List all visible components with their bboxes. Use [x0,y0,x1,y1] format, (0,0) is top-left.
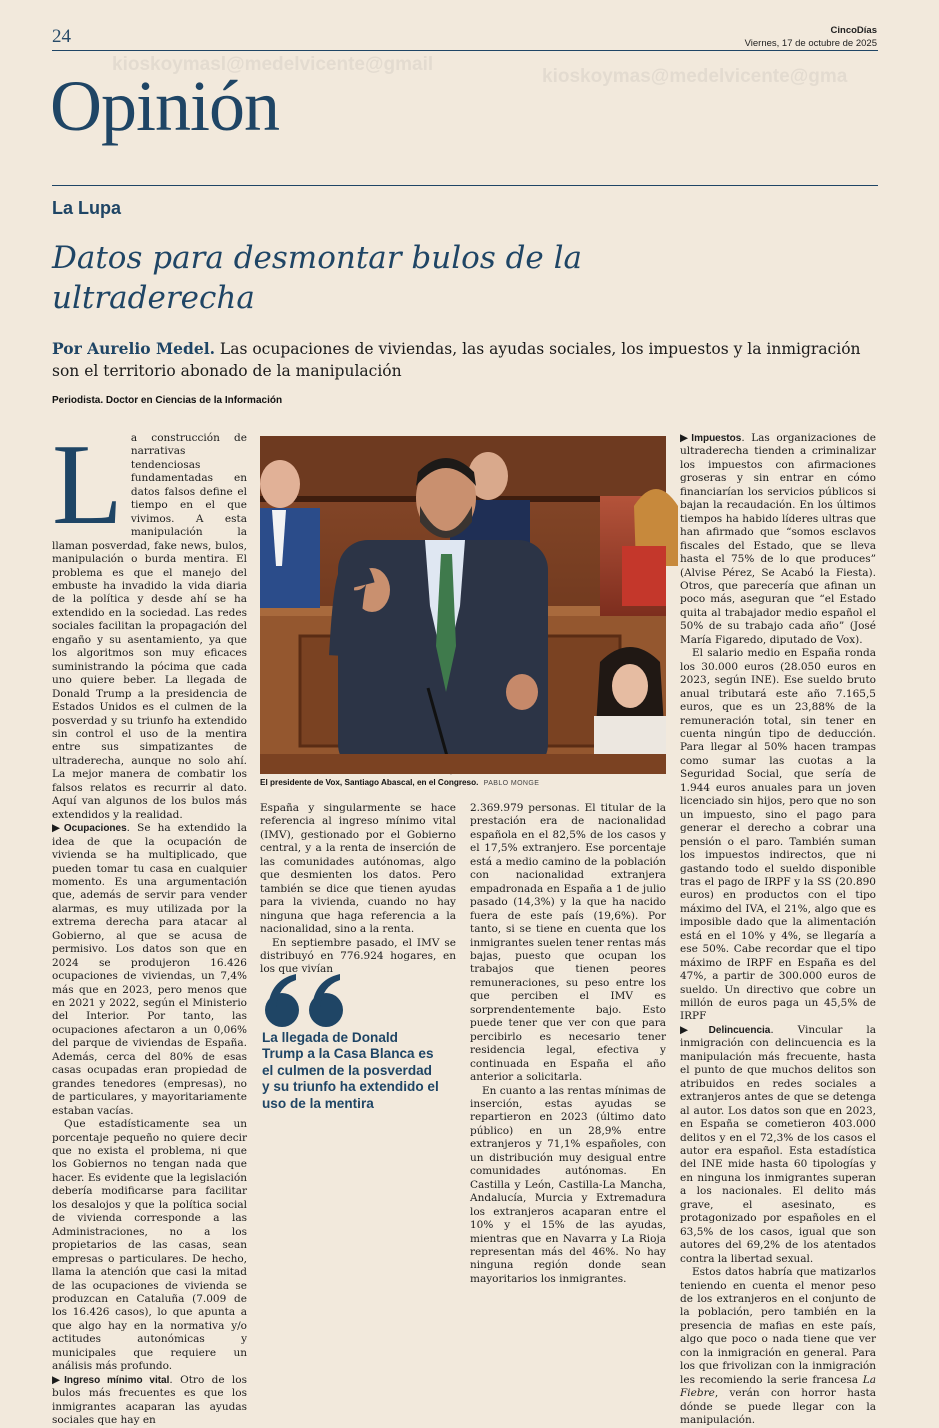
dropcap: L [52,421,123,549]
standfirst [52,338,882,382]
label-delincuencia: Delincuencia [708,1024,771,1036]
col3-paragraph-2: En cuanto a las rentas mínimas de inserción, estas ayudas se repartieron en 2023 (último dato público) en un 28,9% entre extranjeros y 71,1% españoles, con un distribución muy desigual entre comunidades autónomas. En Castilla y León, Castilla-La Mancha, Andalucía, Murcia y Extremadura los extranjeros acaparan entre el 10% y el 15% de las ayudas, mientras que en Navarra y La Rioja representan más del 46%. No hay ninguna región donde sean mayoritarios los inmigrantes. [470,1084,666,1285]
col2-paragraph-1: España y singularmente se hace referencia al ingreso mínimo vital (IMV), gestionado por el Gobierno central, y a la renta de inserción de las comunidades autónomas, algo que desmienten los datos. Pero también se dice que tienen ayudas para la vivienda, cuando no hay ninguna que haga referencia a la nacionalidad, sino a la renta. [260,802,456,936]
col3-paragraph-1: 2.369.979 personas. El titular de la prestación era de nacionalidad española en el 82,5% de los casos y el 17,5% extranjero. Ese porcentaje está a medio camino de la población con nacionalidad extranjera empadronada en España a 1 de julio pasado (14,3%) y la que ha nacido fuera de este país (19,6%). Por tanto, si se tiene en cuenta que los inmigrantes suelen tener rentas más bajas, puesto que ocupan los trabajos que tienen peores remuneraciones, su peso entre los que perciben el IMV es sorprendentemente bajo. Esto puede tener que ver con que para percibirlo es necesario tener residencia legal, efectiva y continuada en España el año anterior a solicitarla. [470,802,666,1084]
publication-name: CincoDías [830,25,877,36]
column-2 [260,802,456,976]
caption-text: El presidente de Vox, Santiago Abascal, en el Congreso. [260,778,479,787]
page-number: 24 [52,26,71,47]
pull-quote: La llegada de Donald Trump a la Casa Blanca es el culmen de la posverdad y su triunfo ha extendido el uso de la mentira [262,1030,439,1111]
column-3 [470,802,666,1285]
col1-paragraph-1: a construcción de narrativas tendenciosas fundamentadas en datos falsos define el tiempo en el que vivimos. A esta manipulación la llaman posverdad, fake news, bulos, manipulación o burda mentira. El problema es que el manejo del embuste ha invadido la vida diaria de la política y desde ahí se ha extendido en la sociedad. Las redes sociales facilitan la propagación del engaño y su asentamiento, ya que los algoritmos son muy eficaces suministrando la pócima que cada uno quiere beber. La llegada de Donald Trump a la presidencia de Estados Unidos es el culmen de la posverdad y su triunfo ha extendido sin control el uso de la mentira entre sus simpatizantes de ultraderecha, aunque no solo ahí. La mejor manera de combatir los falsos relatos es recurrir al dato. Aquí van algunos de los bulos más extendidos y la realidad. [52,432,247,821]
arrow-icon: ▶ [680,1023,709,1036]
col1-paragraph-4: . Otro de los bulos más frecuentes es que los inmigrantes acaparan las ayudas sociales que hay en [52,1373,247,1427]
watermark-right: kioskoymas@medelvicente@gma [542,66,848,87]
col4-paragraph-3: . Vincular la inmigración con delincuencia es la manipulación más frecuente, hasta el punto de que muchos delitos son atribuidos en redes sociales a extranjeros antes de que se detenga al autor. Los datos son que en 2023, en España se cometieron 403.000 delitos y en el 72,3% de los casos el autor era español. Esta estadística del INE mide hasta 60 tipologías y en ninguna los inmigrantes superan a los nacionales. El delito más grave, el asesinato, es protagonizado por españoles en el 63,5% de los casos, igual que son autores del 69,2% de los atentados contra la libertad sexual. [680,1023,876,1265]
col4-paragraph-4a: Estos datos habría que matizarlos teniendo en cuenta el menor peso de los extranjeros en el conjunto de la población, pero también en la presencia de mafias en este país, algo que poco o nada tiene que ver con la inmigración en general. Para los que frivolizan con la inmigración les recomiendo la serie francesa [680,1266,876,1386]
author-credit: Periodista. Doctor en Ciencias de la Información [52,395,283,406]
publication-header [745,24,877,50]
col4-paragraph-2: El salario medio en España ronda los 30.000 euros (28.050 euros en 2023, según INE). Ese sueldo bruto anual tributará este año 7.165,5 euros, que es un 23,88% de la remuneración total, sin tener en cuenta ningún tipo de deducción. Para llegar al 50% hacen trampas como sumar las cuotas a la Seguridad Social, que sería de 1.944 euros anuales para un joven licenciado sin hijos, pero que no son un impuesto, sino el pago para generar el derecho a cobrar una pensión o el paro. También suman los impuestos indirectos, que ni gastando todo el sueldo disponible tras el pago de IRPF y la SS (20.890 euros) en productos con el tipo máximo del IVA, el 21%, algo que es imposible dado que la alimentación está en el 10% y 4%, se llegaría a ese 50%. Cabe recordar que el tipo máximo de IRPF en España es del 47%, a partir de 300.000 euros de sueldo. Un directivo que cobre un millón de euros paga un 45,5% de IRPF [680,647,876,1023]
photo-caption [260,778,670,787]
col1-paragraph-2: . Se ha extendido la idea de que la ocupación de vivienda se ha multiplicado, que pueden tomar tu casa en cualquier momento. Es una argumentación que, además de servir para vender alarmas, es muy utilizada por la extrema derecha para atacar al Gobierno, al que se acusa de permisivo. Los datos son que en 2024 se produjeron 16.426 ocupaciones de viviendas, un 7,4% más que en 2023, pero menos que en 2021 y 2022, según el Ministerio del Interior. Por tanto, las ocupaciones afectaron a un 0,06% del parque de viviendas de España. Además, cerca del 80% de esas casas ocupadas eran propiedad de grandes tenedores (empresas), no de particulares, y mayoritariamente estaban vacías. [52,822,247,1117]
arrow-icon: ▶ [680,432,692,444]
standfirst-text: Las ocupaciones de viviendas, las ayudas sociales, los impuestos y la inmigración son el territorio abonado de la manipulación [52,340,861,380]
col2-paragraph-2: En septiembre pasado, el IMV se distribuyó en 776.924 hogares, en los que vivían [260,936,456,976]
byline-author: Por Aurelio Medel. [52,339,215,358]
section-title: Opinión [50,66,280,146]
col4-paragraph-4b: , verán con horror hasta dónde se puede llegar con la manipulación. [680,1387,876,1427]
label-ocupaciones: Ocupaciones [63,823,127,835]
label-ingreso-minimo-vital: Ingreso mínimo vital [64,1374,170,1386]
series-title: La Fiebre [680,1373,876,1400]
kicker: La Lupa [52,198,122,218]
column-1 [52,421,247,1427]
column-4 [680,432,877,1427]
photo-illustration [260,436,666,774]
col1-paragraph-3: Que estadísticamente sea un porcentaje pequeño no quiere decir que no exista el problema, ni que los Gobiernos no tengan nada que hacer. Es evidente que la legislación debería modificarse para facilitar los desalojos y que la política social de vivienda corresponde a las Administraciones, no a los propietarios de las casas, sean empresas o particulares. De hecho, llama la atención que casi la mitad de las ocupaciones de vivienda se produzcan en Cataluña (7.009 de los 16.426 casos), lo que apunta a que algo hay en la normativa y/o actitudes autonómicas y municipales que requiere un análisis más profundo. [52,1118,247,1373]
quote-icon [262,972,352,1028]
arrow-icon: ▶ [52,1373,65,1386]
header-rule [52,50,878,51]
label-impuestos: Impuestos [691,433,742,444]
watermark-left: kioskoymasl@medelvicente@gmail [112,54,434,75]
section-rule [52,185,878,186]
publication-date: Viernes, 17 de octubre de 2025 [744,38,877,49]
photo-credit: PABLO MONGE [483,780,540,787]
headline: Datos para desmontar bulos de la ultraderecha [52,240,583,316]
col4-paragraph-1: . Las organizaciones de ultraderecha tienden a criminalizar los impuestos con afirmaciones groseras y sin entrar en cómo financiarían los servicios públicos si bajan la recaudación. En los últimos tiempos ha habido líderes ultras que han afirmado que “somos esclavos fiscales del Estado, que se lleva hasta el 75% de lo que produces” (Alvise Pérez, Se Acabó la Fiesta). Otros, que parecería que afinan un poco más, aseguran que “el Estado quita al trabajador medio español el 50% de su trabajo cada año” (José María Figaredo, diputado de Vox). [680,432,877,646]
arrow-icon: ▶ [52,822,64,835]
photo-abascal [260,436,666,774]
